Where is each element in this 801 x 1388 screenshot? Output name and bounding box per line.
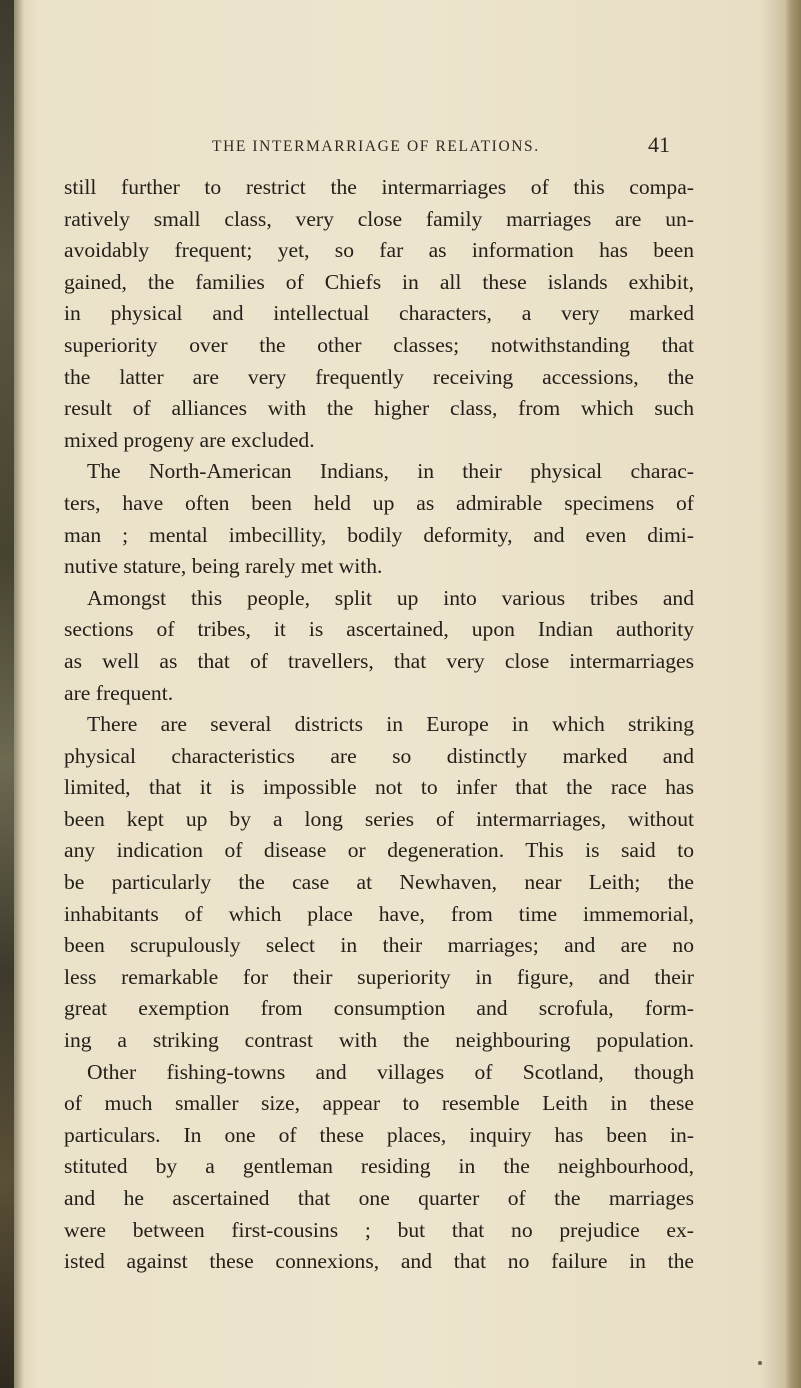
- text-line: mixed progeny are excluded.: [64, 427, 315, 452]
- text-line: ing a striking contrast with the neighbouring population.: [64, 1028, 694, 1053]
- text-line: sections of tribes, it is ascertained, upon Indian authority: [64, 617, 694, 642]
- binding-edge: [0, 0, 14, 1388]
- text-line: stituted by a gentleman residing in the neighbourhood,: [64, 1154, 694, 1179]
- text-line: result of alliances with the higher class, from which such: [64, 396, 694, 421]
- text-line: superiority over the other classes; notwithstanding that: [64, 332, 694, 357]
- text-line: are frequent.: [64, 680, 174, 705]
- page-number: 41: [648, 132, 670, 157]
- text-line: avoidably frequent; yet, so far as information has been: [64, 238, 694, 263]
- text-line: man ; mental imbecillity, bodily deformity, and even dimi-: [64, 522, 694, 547]
- text-line: isted against these connexions, and that no failure in the: [64, 1249, 694, 1274]
- page-edge: [785, 0, 801, 1388]
- text-line: ters, have often been held up as admirable specimens of: [64, 490, 694, 515]
- text-line: and he ascertained that one quarter of the marriages: [64, 1186, 694, 1210]
- running-head-title: THE INTERMARRIAGE OF RELATIONS.: [212, 138, 540, 155]
- text-line: of much smaller size, appear to resemble Leith in these: [64, 1091, 694, 1116]
- text-line: were between first-cousins ; but that no prejudice ex-: [64, 1217, 694, 1242]
- text-line: be particularly the case at Newhaven, near Leith; the: [64, 870, 694, 895]
- text-line: been kept up by a long series of intermarriages, without: [64, 806, 694, 831]
- text-line: in physical and intellectual characters, a very marked: [64, 301, 694, 326]
- text-line: ratively small class, very close family marriages are un-: [64, 206, 694, 231]
- text-line: physical characteristics are so distinctly marked and: [64, 743, 694, 768]
- body-text: [64, 172, 694, 1278]
- text-line: nutive stature, being rarely met with.: [64, 554, 383, 579]
- text-line: still further to restrict the intermarriages of this compa-: [64, 175, 694, 199]
- text-line: the latter are very frequently receiving accessions, the: [64, 364, 694, 389]
- running-head: [64, 134, 704, 162]
- text-line: less remarkable for their superiority in figure, and their: [64, 964, 694, 989]
- text-line: particulars. In one of these places, inquiry has been in-: [64, 1122, 694, 1147]
- text-line: great exemption from consumption and scrofula, form-: [64, 996, 694, 1021]
- text-line: any indication of disease or degeneration. This is said to: [64, 838, 694, 863]
- text-line: as well as that of travellers, that very close intermarriages: [64, 648, 694, 673]
- text-line: gained, the families of Chiefs in all these islands exhibit,: [64, 269, 694, 294]
- text-line: inhabitants of which place have, from time immemorial,: [64, 901, 694, 926]
- paper-speck: [758, 1361, 762, 1365]
- text-line: limited, that it is impossible not to infer that the race has: [64, 775, 694, 800]
- text-line: Other fishing-towns and villages of Scotland, though: [87, 1059, 694, 1084]
- text-line: been scrupulously select in their marriages; and are no: [64, 933, 694, 958]
- text-line: Amongst this people, split up into various tribes and: [87, 585, 694, 610]
- binding-shadow: [14, 0, 24, 1388]
- text-line: There are several districts in Europe in which striking: [87, 712, 694, 737]
- text-line: The North-American Indians, in their physical charac-: [87, 459, 694, 484]
